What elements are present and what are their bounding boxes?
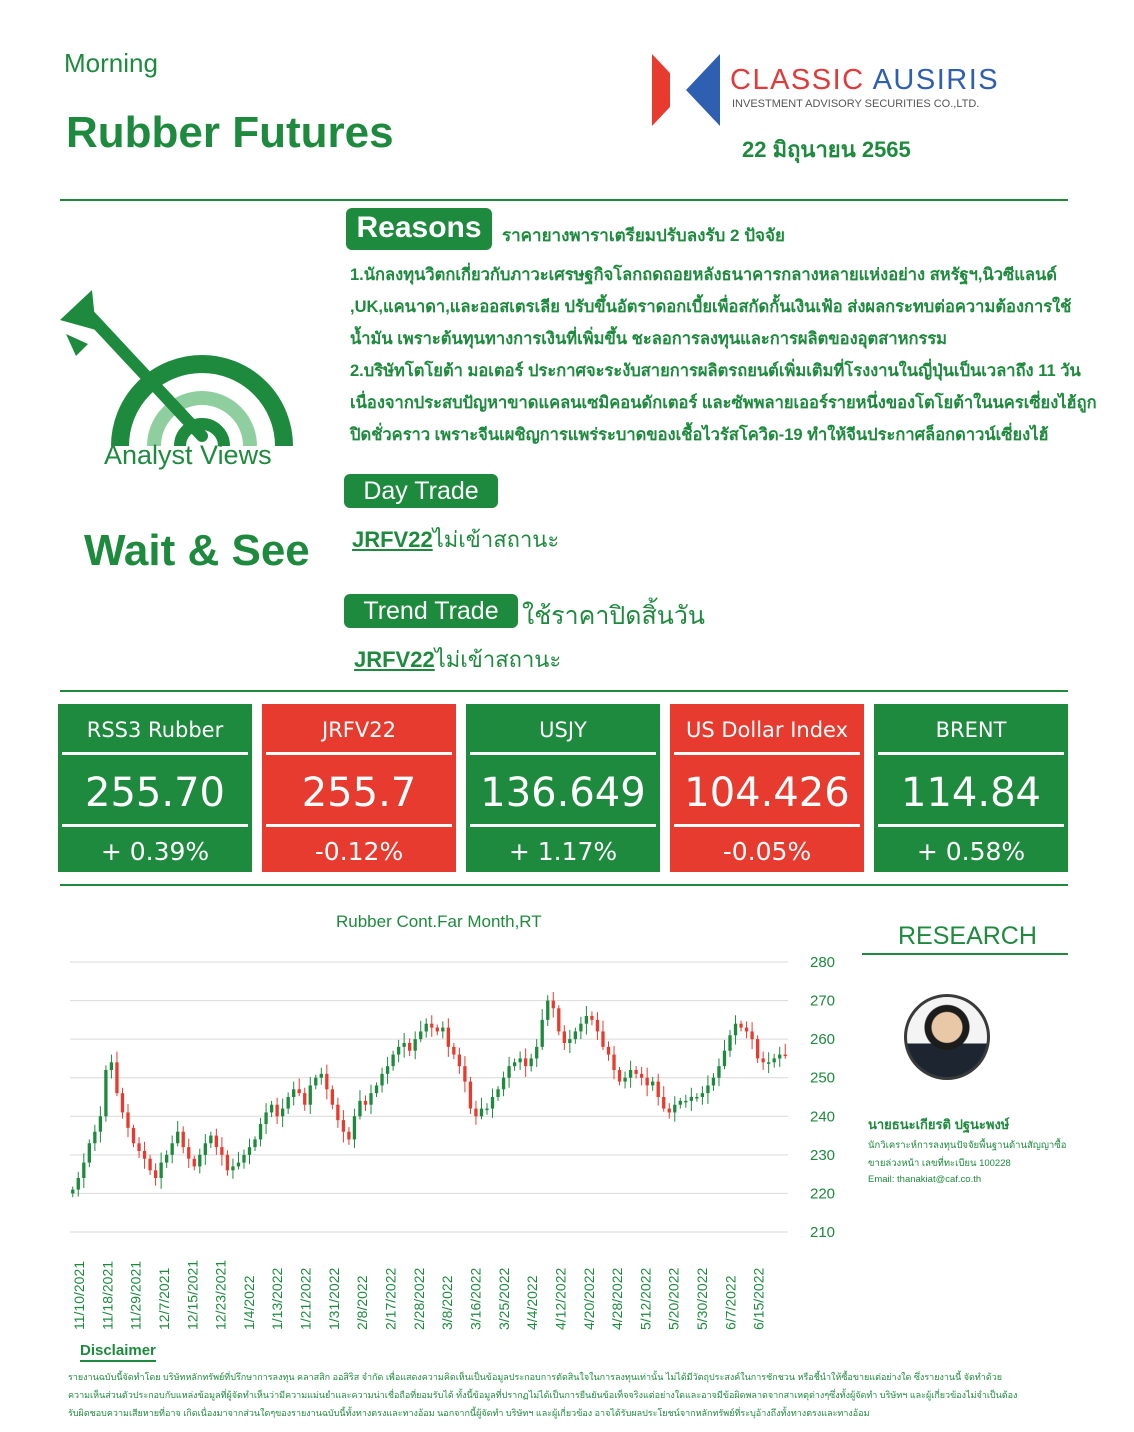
candle-body bbox=[657, 1082, 660, 1097]
market-card-name: US Dollar Index bbox=[685, 718, 849, 742]
candle-body bbox=[281, 1109, 284, 1117]
candle-body bbox=[104, 1070, 107, 1116]
page-title: Rubber Futures bbox=[66, 108, 394, 157]
candle-body bbox=[193, 1159, 196, 1167]
chart-x-tick-label: 11/10/2021 bbox=[71, 1260, 87, 1330]
candle-body bbox=[607, 1047, 610, 1055]
candle-body bbox=[436, 1028, 439, 1032]
candle-body bbox=[259, 1124, 262, 1139]
candle-body bbox=[82, 1163, 85, 1178]
candle-body bbox=[590, 1016, 593, 1020]
reasons-badge: Reasons bbox=[346, 208, 492, 250]
candle-body bbox=[402, 1043, 405, 1047]
candle-body bbox=[270, 1105, 273, 1113]
candle-body bbox=[159, 1163, 162, 1178]
market-card-change: + 0.39% bbox=[100, 837, 210, 866]
candle-body bbox=[93, 1132, 96, 1144]
divider bbox=[862, 953, 1068, 955]
card-divider bbox=[62, 752, 248, 755]
chart-x-tick-label: 3/25/2022 bbox=[495, 1267, 512, 1330]
candle-body bbox=[767, 1062, 770, 1064]
chart-y-tick-label: 280 bbox=[810, 954, 836, 971]
card-divider bbox=[674, 752, 860, 755]
candle-body bbox=[369, 1093, 372, 1105]
candle-body bbox=[784, 1055, 787, 1057]
card-divider bbox=[674, 824, 860, 827]
candle-body bbox=[706, 1085, 709, 1093]
market-card-name: USJY bbox=[539, 718, 587, 742]
trend-trade-recommendation bbox=[354, 642, 561, 677]
chart-x-tick-label: 1/31/2022 bbox=[325, 1267, 342, 1330]
candle-body bbox=[524, 1058, 527, 1066]
candle-body bbox=[231, 1166, 234, 1170]
candle-body bbox=[303, 1093, 306, 1105]
candle-body bbox=[480, 1109, 483, 1117]
reason-line: เนื่องจากประสบปัญหาขาดแคลนเซมิคอนดักเตอร์ และซัพพลายเออร์รายหนึ่งของโตโยต้าในนครเซี่ยงไฮ้ถูก bbox=[350, 394, 1097, 412]
chart-x-tick-label: 1/4/2022 bbox=[240, 1275, 257, 1330]
disclaimer-title: Disclaimer bbox=[80, 1342, 156, 1362]
candle-body bbox=[447, 1028, 450, 1047]
chart-x-tick-label: 5/12/2022 bbox=[637, 1267, 654, 1330]
chart-x-tick-label: 5/30/2022 bbox=[694, 1267, 711, 1330]
candle-body bbox=[391, 1055, 394, 1067]
market-card-change: + 0.58% bbox=[916, 837, 1026, 866]
candle-body bbox=[507, 1066, 510, 1078]
candle-body bbox=[563, 1031, 566, 1043]
candle-body bbox=[474, 1109, 477, 1117]
candle-body bbox=[513, 1062, 516, 1066]
candle-body bbox=[502, 1078, 505, 1090]
chart-x-tick-label: 11/18/2021 bbox=[99, 1260, 116, 1330]
chart-x-tick-label: 2/8/2022 bbox=[354, 1275, 371, 1330]
chart-x-tick-label: 12/15/2021 bbox=[184, 1259, 201, 1330]
divider bbox=[60, 884, 1068, 886]
chart-x-tick-label: 1/21/2022 bbox=[297, 1267, 314, 1330]
candle-body bbox=[171, 1143, 174, 1155]
candle-body bbox=[441, 1028, 444, 1032]
candle-body bbox=[397, 1047, 400, 1055]
candle-body bbox=[679, 1101, 682, 1105]
market-card-change: -0.05% bbox=[722, 837, 812, 866]
chart-x-tick-label: 6/7/2022 bbox=[722, 1275, 739, 1330]
recommendation-stance: Wait & See bbox=[84, 526, 310, 575]
candle-body bbox=[430, 1024, 433, 1028]
candle-body bbox=[469, 1082, 472, 1109]
candle-body bbox=[773, 1058, 776, 1062]
divider bbox=[60, 690, 1068, 692]
candle-body bbox=[668, 1109, 671, 1113]
candle-body bbox=[414, 1039, 417, 1051]
candle-body bbox=[518, 1058, 521, 1062]
market-card-change: + 1.17% bbox=[508, 837, 618, 866]
price-chart bbox=[60, 946, 850, 1336]
candle-body bbox=[264, 1112, 267, 1124]
chart-x-tick-label: 3/16/2022 bbox=[467, 1267, 484, 1330]
disclaimer-line: รายงานฉบับนี้จัดทำโดย บริษัทหลักทรัพย์ที่ปรึกษาการลงทุน คลาสสิก ออสิริส จำกัด เพื่อแสดงความคิดเห็นเป็นข้อมูลประกอบการตัดสินใจในการลงทุนเท่านั้น ไม่ได้มีวัตถุประสงค์ในการชักชวน หรือชี้นำให้ซื้อขายแต่อย่างใด ซึ่งรายงานนี้ จัดทำด้วย bbox=[68, 1372, 1003, 1382]
candle-body bbox=[723, 1051, 726, 1066]
trend-trade-action: ไม่เข้าสถานะ bbox=[434, 647, 562, 672]
disclaimer-line: ความเห็นส่วนตัวประกอบกับแหล่งข้อมูลที่ผู้จัดทำเห็นว่ามีความแม่นยำและความน่าเชื่อถือที่ยอมรับได้ ทั้งนี้ข้อมูลที่ปรากฏไม่ได้เป็นการยืนยันข้อเท็จจริงแต่อย่างใดและอาจมีข้อผิดพลาดจากสาเหตุต่างๆซึ่งทั้งผู้จัดทำ บริษัทฯ และผู้เกี่ยวข้องไม่จำเป็นต้อง bbox=[68, 1390, 1018, 1400]
chart-x-tick-label: 11/29/2021 bbox=[127, 1260, 144, 1330]
chart-y-tick-label: 240 bbox=[810, 1108, 836, 1126]
candle-body bbox=[717, 1066, 720, 1078]
candle-body bbox=[292, 1089, 295, 1097]
candle-body bbox=[220, 1147, 223, 1155]
reason-line: น้ำมัน เพราะต้นทุนทางการเงินที่เพิ่มขึ้น ชะลอการลงทุนและการผลิตของอุตสาหกรรม bbox=[350, 330, 948, 348]
candle-body bbox=[154, 1170, 157, 1178]
chart-y-tick-label: 250 bbox=[810, 1069, 836, 1087]
candle-body bbox=[309, 1085, 312, 1104]
candle-body bbox=[585, 1016, 588, 1024]
market-card-us-dollar-index bbox=[670, 704, 864, 872]
card-divider bbox=[470, 752, 656, 755]
candle-body bbox=[336, 1105, 339, 1120]
candle-body bbox=[215, 1136, 218, 1148]
card-divider bbox=[62, 824, 248, 827]
candle-body bbox=[612, 1055, 615, 1070]
reason-line: 1.นักลงทุนวิตกเกี่ยวกับภาวะเศรษฐกิจโลกถดถอยหลังธนาคารกลางหลายแห่งอย่าง สหรัฐฯ,นิวซีแลนด์ bbox=[350, 266, 1057, 284]
candle-body bbox=[353, 1116, 356, 1139]
candle-body bbox=[182, 1132, 185, 1147]
reason-line: ปิดชั่วคราว เพราะจีนเผชิญการแพร่ระบาดของเชื้อไวรัสโควิด-19 ทำให้จีนประกาศล็อกดาวน์เซี่ยงไฮ้ bbox=[350, 426, 1049, 444]
candle-body bbox=[298, 1089, 301, 1093]
candle-body bbox=[331, 1089, 334, 1104]
candle-body bbox=[226, 1155, 229, 1170]
candle-body bbox=[88, 1143, 91, 1162]
candle-body bbox=[137, 1143, 140, 1151]
candle-body bbox=[491, 1097, 494, 1109]
candle-body bbox=[546, 1001, 549, 1020]
candle-body bbox=[618, 1070, 621, 1082]
chart-x-tick-label: 4/12/2022 bbox=[552, 1267, 569, 1330]
candle-body bbox=[463, 1066, 466, 1081]
candle-body bbox=[77, 1178, 80, 1190]
market-card-usjy bbox=[466, 704, 660, 872]
candle-body bbox=[756, 1039, 759, 1058]
reason-line: 2.บริษัทโตโยต้า มอเตอร์ ประกาศจะระงับสายการผลิตรถยนต์เพิ่มเติมที่โรงงานในญี่ปุ่นเป็นเวลาถึง 11 วัน bbox=[350, 362, 1081, 380]
candle-body bbox=[347, 1132, 350, 1140]
chart-x-tick-label: 4/28/2022 bbox=[609, 1267, 626, 1330]
chart-x-tick-label: 12/7/2021 bbox=[155, 1267, 172, 1330]
chart-y-tick-label: 260 bbox=[810, 1031, 836, 1049]
reason-line: ,UK,แคนาดา,และออสเตรเลีย ปรับขึ้นอัตราดอกเบี้ยเพื่อสกัดกั้นเงินเฟ้อ ส่งผลกระทบต่อความต้องการใช้ bbox=[350, 298, 1072, 316]
market-card-change: -0.12% bbox=[314, 837, 404, 866]
trend-trade-badge: Trend Trade bbox=[344, 594, 518, 628]
candle-body bbox=[143, 1151, 146, 1159]
candle-body bbox=[320, 1074, 323, 1078]
candle-body bbox=[568, 1039, 571, 1043]
candle-body bbox=[176, 1132, 179, 1144]
candle-body bbox=[253, 1139, 256, 1147]
chart-x-tick-label: 6/15/2022 bbox=[750, 1267, 767, 1330]
candle-body bbox=[115, 1062, 118, 1093]
candle-body bbox=[557, 1008, 560, 1031]
card-divider bbox=[878, 752, 1064, 755]
chart-y-tick-label: 270 bbox=[810, 992, 836, 1010]
candle-body bbox=[380, 1074, 383, 1086]
candle-body bbox=[739, 1024, 742, 1028]
candle-body bbox=[452, 1047, 455, 1055]
candle-body bbox=[121, 1093, 124, 1112]
candle-body bbox=[651, 1082, 654, 1086]
candle-body bbox=[530, 1058, 533, 1066]
analyst-email: Email: thanakiat@caf.co.th bbox=[868, 1174, 982, 1185]
candle-body bbox=[629, 1070, 632, 1078]
divider bbox=[60, 199, 1068, 201]
candle-body bbox=[552, 1001, 555, 1009]
card-divider bbox=[878, 824, 1064, 827]
candle-body bbox=[712, 1078, 715, 1086]
candle-body bbox=[695, 1097, 698, 1099]
chart-x-tick-label: 2/17/2022 bbox=[382, 1267, 399, 1330]
chart-x-tick-label: 12/23/2021 bbox=[212, 1259, 229, 1330]
chart-title: Rubber Cont.Far Month,RT bbox=[336, 912, 542, 931]
candle-body bbox=[275, 1105, 278, 1117]
chart-x-tick-label: 3/8/2022 bbox=[439, 1275, 456, 1330]
research-label: RESEARCH bbox=[898, 922, 1037, 950]
candle-body bbox=[750, 1031, 753, 1039]
company-subtitle: INVESTMENT ADVISORY SECURITIES CO.,LTD. bbox=[732, 98, 980, 110]
day-trade-ticker: JRFV22 bbox=[352, 527, 433, 552]
candle-body bbox=[110, 1062, 113, 1070]
card-divider bbox=[266, 752, 452, 755]
candle-body bbox=[242, 1155, 245, 1163]
company-name-part1: CLASSIC bbox=[730, 64, 865, 96]
candle-body bbox=[99, 1116, 102, 1131]
market-card-brent bbox=[874, 704, 1068, 872]
candle-body bbox=[364, 1101, 367, 1105]
market-card-value: 255.70 bbox=[85, 770, 225, 816]
candle-body bbox=[684, 1101, 687, 1103]
card-divider bbox=[266, 824, 452, 827]
analyst-name: นายธนะเกียรติ ปฐนะพงษ์ bbox=[868, 1117, 1010, 1132]
candle-body bbox=[623, 1078, 626, 1082]
analyst-license: ขายล่วงหน้า เลขที่ทะเบียน 100228 bbox=[868, 1158, 1011, 1169]
market-card-jrfv22 bbox=[262, 704, 456, 872]
candle-body bbox=[640, 1074, 643, 1078]
candle-body bbox=[209, 1136, 212, 1144]
market-card-name: RSS3 Rubber bbox=[86, 718, 224, 742]
candle-body bbox=[458, 1055, 461, 1067]
candle-body bbox=[646, 1078, 649, 1086]
candle-body bbox=[132, 1128, 135, 1143]
reasons-headline: ราคายางพาราเตรียมปรับลงรับ 2 ปัจจัย bbox=[502, 226, 785, 245]
candle-body bbox=[485, 1109, 488, 1111]
candle-body bbox=[535, 1047, 538, 1059]
candle-body bbox=[745, 1028, 748, 1032]
candle-body bbox=[187, 1147, 190, 1159]
company-name-part2: AUSIRIS bbox=[872, 64, 1000, 96]
candle-body bbox=[126, 1112, 129, 1127]
day-trade-recommendation bbox=[352, 522, 559, 557]
company-name bbox=[730, 64, 999, 97]
chart-x-tick-label: 2/28/2022 bbox=[410, 1267, 427, 1330]
candle-body bbox=[579, 1024, 582, 1032]
report-date: 22 มิถุนายน 2565 bbox=[742, 137, 911, 162]
day-trade-action: ไม่เข้าสถานะ bbox=[432, 527, 560, 552]
candle-body bbox=[198, 1155, 201, 1167]
candle-body bbox=[425, 1024, 428, 1032]
chart-y-tick-label: 230 bbox=[810, 1146, 836, 1164]
candle-body bbox=[375, 1085, 378, 1093]
candle-body bbox=[574, 1031, 577, 1039]
candle-body bbox=[701, 1093, 704, 1097]
chart-x-tick-label: 1/13/2022 bbox=[269, 1267, 286, 1330]
candle-body bbox=[778, 1055, 781, 1059]
analyst-views-label: Analyst Views bbox=[104, 440, 272, 470]
candle-body bbox=[314, 1078, 317, 1086]
candle-body bbox=[71, 1190, 74, 1194]
market-card-value: 114.84 bbox=[901, 770, 1041, 816]
candle-body bbox=[601, 1031, 604, 1046]
candle-body bbox=[634, 1070, 637, 1074]
disclaimer-line: รับผิดชอบความเสียหายที่อาจ เกิดเนื่องมาจากส่วนใดๆของรายงานฉบับนี้ทั้งทางตรงและทางอ้อม นอกจากนี้ผู้จัดทำ บริษัทฯ และผู้เกี่ยวข้อง อาจได้รับผลประโยชน์จากหลักทรัพย์ที่ระบุอ้างถึงทั้งทางตรงและทางอ้อม bbox=[68, 1408, 870, 1418]
market-card-rss3-rubber bbox=[58, 704, 252, 872]
candle-body bbox=[237, 1163, 240, 1167]
candle-body bbox=[248, 1147, 251, 1155]
candle-body bbox=[358, 1101, 361, 1116]
candle-body bbox=[165, 1155, 168, 1163]
card-divider bbox=[470, 824, 656, 827]
chart-x-tick-label: 5/20/2022 bbox=[665, 1267, 682, 1330]
candle-body bbox=[596, 1020, 599, 1032]
market-card-value: 136.649 bbox=[480, 770, 646, 816]
trend-trade-ticker: JRFV22 bbox=[354, 647, 435, 672]
candle-body bbox=[342, 1120, 345, 1132]
analyst-title: นักวิเคราะห์การลงทุนปัจจัยพื้นฐานด้านสัญญาซื้อ bbox=[868, 1140, 1067, 1151]
market-card-name: JRFV22 bbox=[322, 718, 396, 742]
chart-y-tick-label: 210 bbox=[810, 1224, 836, 1241]
chart-y-tick-label: 220 bbox=[810, 1185, 836, 1203]
candle-body bbox=[541, 1020, 544, 1047]
market-card-value: 104.426 bbox=[684, 770, 850, 816]
candle-body bbox=[148, 1159, 151, 1171]
candle-body bbox=[419, 1031, 422, 1039]
candle-body bbox=[325, 1074, 328, 1089]
chart-x-tick-label: 4/20/2022 bbox=[580, 1267, 597, 1330]
chart-x-tick-label: 4/4/2022 bbox=[524, 1275, 541, 1330]
candle-body bbox=[204, 1143, 207, 1155]
market-card-value: 255.7 bbox=[301, 770, 417, 816]
company-logo bbox=[652, 54, 720, 126]
candle-body bbox=[496, 1089, 499, 1097]
market-card-name: BRENT bbox=[935, 718, 1007, 742]
candle-body bbox=[728, 1035, 731, 1050]
candle-body bbox=[761, 1058, 764, 1062]
candle-body bbox=[408, 1043, 411, 1051]
trend-trade-note: ใช้ราคาปิดสิ้นวัน bbox=[522, 602, 705, 630]
candle-body bbox=[690, 1097, 693, 1101]
candle-body bbox=[287, 1097, 290, 1109]
edition-label: Morning bbox=[64, 48, 158, 78]
candle-body bbox=[734, 1024, 737, 1036]
analyst-avatar bbox=[904, 994, 990, 1080]
candle-body bbox=[662, 1097, 665, 1109]
day-trade-badge: Day Trade bbox=[344, 474, 498, 508]
candle-body bbox=[673, 1105, 676, 1113]
candle-body bbox=[386, 1066, 389, 1074]
